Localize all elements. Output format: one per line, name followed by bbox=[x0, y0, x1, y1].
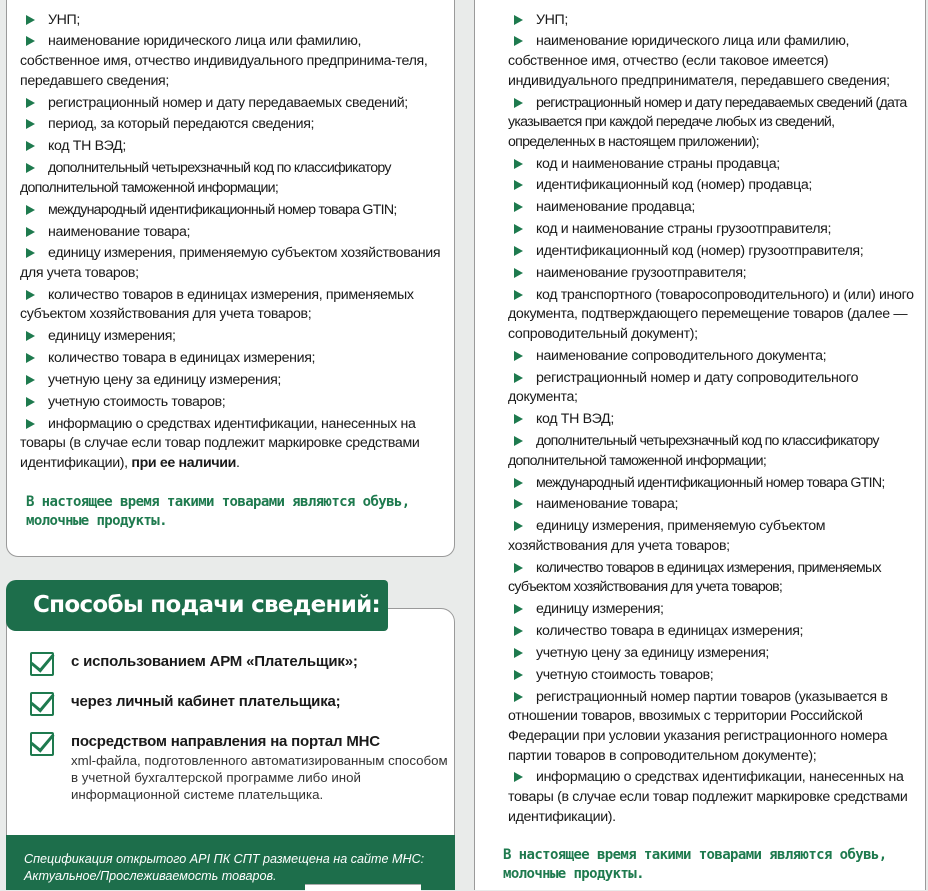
list-item: информацию о средствах идентификации, нанесенных на товары (в случае если товар подлежит маркировке средствами идентификации), при ее наличии. bbox=[20, 415, 420, 471]
checkbox-checked-icon bbox=[30, 692, 54, 716]
list-item: код транспортного (товаросопроводительного) и (или) иного документа, подтверждающего перемещение товаров (далее — сопроводительный документ); bbox=[508, 286, 914, 343]
list-item: международный идентификационный номер товара GTIN; bbox=[508, 473, 914, 495]
arrow-bullet-icon bbox=[26, 397, 35, 407]
checkbox-checked-icon bbox=[30, 652, 54, 676]
list-item: регистрационный номер и дату сопроводительного документа; bbox=[508, 369, 859, 406]
list-item: учетную стоимость товаров; bbox=[20, 392, 444, 414]
arrow-bullet-icon bbox=[514, 373, 523, 383]
arrow-bullet-icon bbox=[514, 521, 523, 531]
list-item: учетную цену за единицу измерения; bbox=[20, 370, 444, 392]
api-footer bbox=[6, 835, 455, 890]
method-label: посредством направления на портал МНС bbox=[71, 733, 380, 750]
api-footer-line: Спецификация открытого API ПК СПТ размещена на сайте МНС: bbox=[24, 852, 425, 866]
method-description: xml-файла, подготовленного автоматизированным способом в учетной бухгалтерской программе либо иной информационной системе плательщика. bbox=[71, 753, 448, 802]
arrow-bullet-icon bbox=[514, 563, 523, 573]
list-item: наименование юридического лица или фамилию, собственное имя, отчество индивидуального предпринима-теля, передавшего сведения; bbox=[20, 33, 428, 89]
list-item: единицу измерения, применяемую субъектом хозяйствования для учета товаров; bbox=[20, 245, 441, 281]
list-item: код ТН ВЭД; bbox=[20, 137, 444, 159]
list-item: количество товара в единицах измерения; bbox=[508, 622, 914, 644]
arrow-bullet-icon bbox=[26, 375, 35, 385]
list-item: УНП; bbox=[508, 10, 914, 32]
arrow-bullet-icon bbox=[514, 626, 523, 636]
arrow-bullet-icon bbox=[514, 290, 523, 300]
list-item: учетную цену за единицу измерения; bbox=[508, 643, 914, 665]
arrow-bullet-icon bbox=[514, 499, 523, 509]
list-item: наименование грузоотправителя; bbox=[508, 263, 914, 285]
list-item: дополнительный четырехзначный код по классификатору дополнительной таможенной информации; bbox=[508, 433, 879, 469]
arrow-bullet-icon bbox=[26, 15, 35, 25]
arrow-bullet-icon bbox=[26, 227, 35, 237]
list-item: УНП; bbox=[20, 10, 444, 32]
arrow-bullet-icon bbox=[26, 205, 35, 215]
arrow-bullet-icon bbox=[26, 290, 35, 300]
arrow-bullet-icon bbox=[26, 141, 35, 151]
list-item: регистрационный номер и дату передаваемых сведений (дата указывается при каждой передаче любых из сведений, определенных в настоящем приложении); bbox=[508, 94, 907, 150]
list-item: наименование товара; bbox=[20, 222, 444, 244]
arrow-bullet-icon bbox=[514, 15, 523, 25]
list-item: международный идентификационный номер товара GTIN; bbox=[20, 200, 444, 222]
arrow-bullet-icon bbox=[514, 36, 523, 46]
list-item: единицу измерения; bbox=[20, 327, 444, 349]
list-item: количество товара в единицах измерения; bbox=[20, 349, 444, 371]
list-item: идентификационный код (номер) грузоотправителя; bbox=[508, 242, 914, 264]
arrow-bullet-icon bbox=[514, 180, 523, 190]
arrow-bullet-icon bbox=[514, 772, 523, 782]
arrow-bullet-icon bbox=[26, 98, 35, 108]
list-item: дополнительный четырехзначный код по классификатору дополнительной таможенной информации; bbox=[20, 160, 391, 196]
arrow-bullet-icon bbox=[514, 436, 523, 446]
right-item-list bbox=[508, 10, 914, 829]
list-item: количество товаров в единицах измерения, применяемых субъектом хозяйствования для учета товаров; bbox=[20, 286, 414, 323]
list-item: информацию о средствах идентификации, нанесенных на товары (в случае если товар подлежит маркировке средствами идентификации). bbox=[508, 769, 908, 825]
method-label: с использованием АРМ «Плательщик»; bbox=[71, 653, 358, 670]
arrow-bullet-icon bbox=[26, 36, 35, 46]
arrow-bullet-icon bbox=[26, 248, 35, 258]
arrow-bullet-icon bbox=[26, 419, 35, 429]
list-item: период, за который передаются сведения; bbox=[20, 115, 444, 137]
arrow-bullet-icon bbox=[514, 478, 523, 488]
arrow-bullet-icon bbox=[514, 159, 523, 169]
arrow-bullet-icon bbox=[514, 246, 523, 256]
list-item: наименование юридического лица или фамилию, собственное имя, отчество (если таковое имеется) индивидуального предпринимателя, передавшего сведения; bbox=[508, 33, 890, 89]
list-item: наименование продавца; bbox=[508, 198, 914, 220]
list-item: наименование товара; bbox=[508, 495, 914, 517]
left-item-list bbox=[20, 10, 444, 475]
list-item: количество товаров в единицах измерения, применяемых субъектом хозяйствования для учета товаров; bbox=[508, 559, 881, 596]
list-item: единицу измерения, применяемую субъектом хозяйствования для учета товаров; bbox=[508, 518, 826, 554]
right-note: В настоящее время такими товарами являются обувь, молочные продукты. bbox=[503, 847, 887, 882]
arrow-bullet-icon bbox=[514, 604, 523, 614]
checkbox-checked-icon bbox=[30, 732, 54, 756]
left-note: В настоящее время такими товарами являются обувь, молочные продукты. bbox=[26, 494, 410, 529]
arrow-bullet-icon bbox=[514, 670, 523, 680]
arrow-bullet-icon bbox=[26, 331, 35, 341]
list-item: код и наименование страны продавца; bbox=[508, 154, 914, 176]
arrow-bullet-icon bbox=[514, 351, 523, 361]
list-item: идентификационный код (номер) продавца; bbox=[508, 176, 914, 198]
arrow-bullet-icon bbox=[514, 648, 523, 658]
list-item: регистрационный номер и дату передаваемых сведений; bbox=[20, 93, 444, 115]
arrow-bullet-icon bbox=[514, 202, 523, 212]
arrow-bullet-icon bbox=[26, 163, 35, 173]
arrow-bullet-icon bbox=[514, 414, 523, 424]
arrow-bullet-icon bbox=[26, 119, 35, 129]
arrow-bullet-icon bbox=[514, 692, 523, 702]
methods-title: Способы подачи сведений: bbox=[6, 580, 388, 631]
list-item: наименование сопроводительного документа; bbox=[508, 346, 914, 368]
list-item: код ТН ВЭД; bbox=[508, 410, 914, 432]
api-footer-line: Актуальное/Прослеживаемость товаров. bbox=[24, 869, 277, 883]
list-item: учетную стоимость товаров; bbox=[508, 665, 914, 687]
list-item: единицу измерения; bbox=[508, 600, 914, 622]
arrow-bullet-icon bbox=[514, 98, 523, 108]
list-item: регистрационный номер партии товаров (указывается в отношении товаров, ввозимых с территории Российской Федерации при условии указания регистрационного номера партии товаров в сопроводительном документе); bbox=[508, 688, 888, 764]
arrow-bullet-icon bbox=[514, 224, 523, 234]
arrow-bullet-icon bbox=[26, 353, 35, 363]
list-item: код и наименование страны грузоотправителя; bbox=[508, 220, 914, 242]
method-label: через личный кабинет плательщика; bbox=[71, 693, 341, 710]
arrow-bullet-icon bbox=[514, 268, 523, 278]
